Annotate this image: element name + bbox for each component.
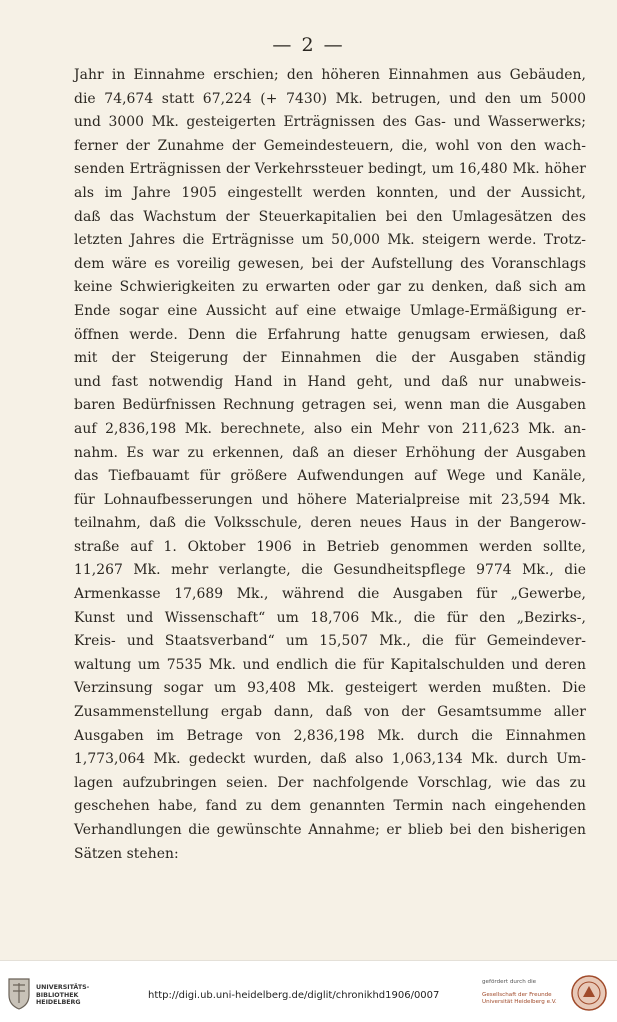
text-line: für Lohnaufbesserungen und höhere Materialpreise mit 23,594 Mk.: [74, 491, 586, 508]
funded-by-label: gefördert durch die: [482, 979, 537, 985]
text-line: keine Schwierigkeiten zu erwarten oder gar zu denken, daß sich am: [74, 279, 586, 296]
text-line: das Tiefbauamt für größere Aufwendungen auf Wege und Kanäle,: [74, 468, 586, 485]
text-line: dem wäre es voreilig gewesen, bei der Aufstellung des Voranschlags: [74, 255, 586, 272]
text-line: auf 2,836,198 Mk. berechnete, also ein Mehr von 211,623 Mk. an-: [74, 420, 586, 437]
text-line: geschehen habe, fand zu dem genannten Termin nach eingehenden: [74, 798, 586, 815]
text-line: die 74,674 statt 67,224 (+ 7430) Mk. betrugen, und den um 5000: [74, 90, 586, 107]
text-line: Ende sogar eine Aussicht auf eine etwaige Umlage-Ermäßigung er-: [74, 302, 586, 319]
text-line: Ausgaben im Betrage von 2,836,198 Mk. durch die Einnahmen: [74, 727, 586, 744]
text-line: teilnahm, daß die Volksschule, deren neues Haus in der Bangerow-: [74, 515, 586, 532]
text-line: und fast notwendig Hand in Hand geht, und daß nur unabweis-: [74, 373, 586, 390]
page-number: — 2 —: [272, 34, 345, 56]
text-line: Verzinsung sogar um 93,408 Mk. gesteigert werden mußten. Die: [74, 680, 586, 697]
society-seal-icon: [570, 974, 608, 1012]
library-name: UNIVERSITÄTS- BIBLIOTHEK HEIDELBERG: [36, 984, 90, 1006]
text-line: lagen aufzubringen seien. Der nachfolgende Vorschlag, wie das zu: [74, 774, 586, 791]
text-line: und 3000 Mk. gesteigerten Erträgnissen des Gas- und Wasserwerks;: [74, 114, 586, 131]
text-line: Zusammenstellung ergab dann, daß von der Gesamtsumme aller: [74, 704, 586, 721]
text-line: Kunst und Wissenschaft“ um 18,706 Mk., die für den „Bezirks-,: [74, 609, 586, 626]
text-line: daß das Wachstum der Steuerkapitalien bei den Umlagesätzen des: [74, 208, 586, 225]
university-seal-icon: [6, 975, 32, 1011]
text-line: Verhandlungen die gewünschte Annahme; er blieb bei den bisherigen: [74, 822, 586, 838]
text-line: senden Erträgnissen der Verkehrssteuer bedingt, um 16,480 Mk. höher: [74, 161, 586, 178]
text-line: als im Jahre 1905 eingestellt werden konnten, und der Aussicht,: [74, 184, 586, 201]
text-line: ferner der Zunahme der Gemeindesteuern, die, wohl von den wach-: [74, 137, 586, 154]
text-line: Sätzen stehen:: [74, 845, 179, 862]
text-line: nahm. Es war zu erkennen, daß an dieser Erhöhung der Ausgaben: [74, 444, 586, 461]
text-line: mit der Steigerung der Einnahmen die der Ausgaben ständig: [74, 350, 586, 367]
text-line: straße auf 1. Oktober 1906 in Betrieb genommen werden sollte,: [74, 538, 586, 555]
text-line: öffnen werde. Denn die Erfahrung hatte genugsam erwiesen, daß: [74, 326, 586, 343]
text-line: letzten Jahres die Erträgnisse um 50,000 Mk. steigern werde. Trotz-: [74, 232, 586, 249]
society-name: Gesellschaft der Freunde Universität Heidelberg e.V.: [482, 992, 557, 1005]
text-line: Armenkasse 17,689 Mk., während die Ausgaben für „Gewerbe,: [74, 586, 586, 603]
text-line: baren Bedürfnissen Rechnung getragen sei, wenn man die Ausgaben: [74, 397, 586, 414]
body-text: [74, 64, 586, 866]
permalink-url[interactable]: http://digi.ub.uni-heidelberg.de/diglit/chronikhd1906/0007: [148, 990, 440, 1001]
text-line: 11,267 Mk. mehr verlangte, die Gesundheitspflege 9774 Mk., die: [74, 562, 586, 579]
text-line: waltung um 7535 Mk. und endlich die für Kapitalschulden und deren: [74, 656, 586, 673]
text-line: Kreis- und Staatsverband“ um 15,507 Mk., die für Gemeindever-: [74, 633, 586, 650]
text-line: 1,773,064 Mk. gedeckt wurden, daß also 1,063,134 Mk. durch Um-: [74, 751, 586, 768]
text-line: Jahr in Einnahme erschien; den höheren Einnahmen aus Gebäuden,: [74, 67, 586, 83]
